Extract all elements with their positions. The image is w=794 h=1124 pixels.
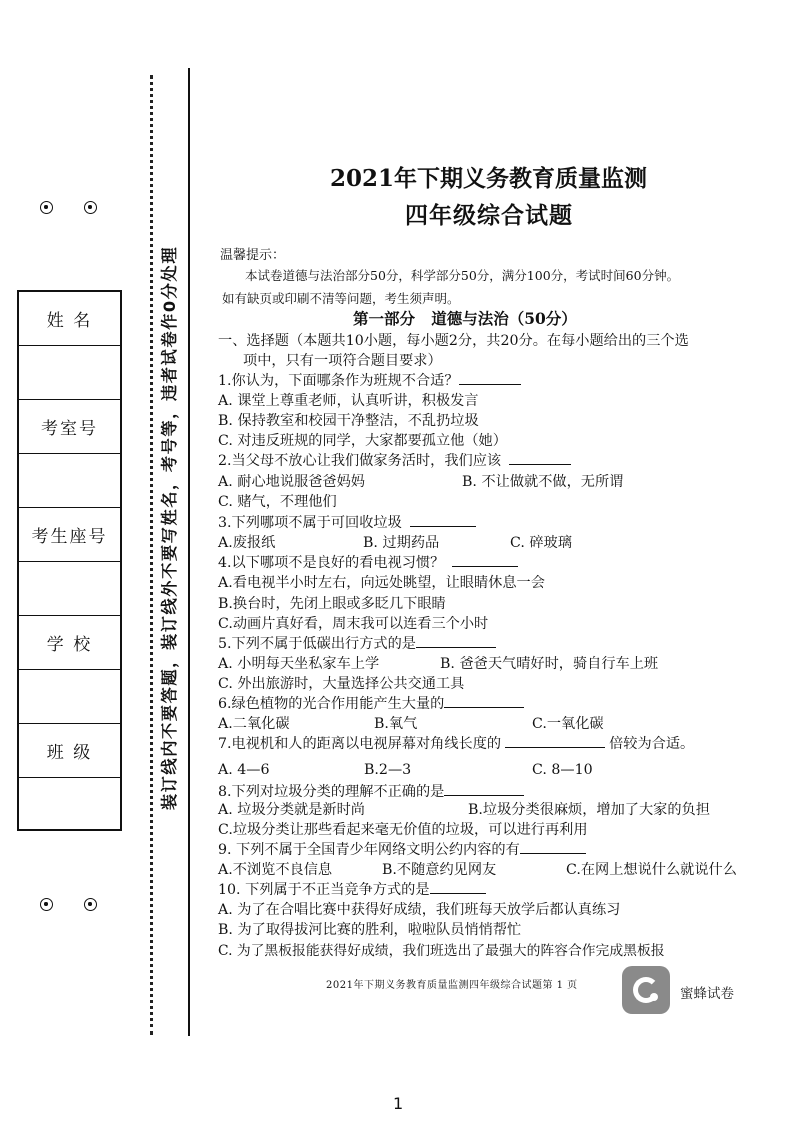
option-a: A. 耐心地说服爸爸妈妈 <box>218 474 365 490</box>
answer-blank[interactable] <box>520 841 586 854</box>
page-number: 1 <box>393 1094 404 1113</box>
student-info-table <box>17 290 122 831</box>
question-stem: 5.下列不属于低碳出行方式的是 <box>218 633 496 653</box>
answer-blank[interactable] <box>430 881 486 894</box>
question-stem: 9. 下列不属于全国青少年网络文明公约内容的有 <box>218 839 586 859</box>
option-b: B.不随意约见网友 <box>382 862 497 878</box>
binding-warning-text: 装订线内不要答题，装订线外不要写姓名，考号等，违者试卷作0分处理 <box>160 245 179 811</box>
question-stem: 8.下列对垃圾分类的理解不正确的是 <box>218 781 524 801</box>
option-c: C.一氧化碳 <box>532 716 604 732</box>
option-c: C. 碎玻璃 <box>510 535 572 551</box>
brand-watermark: 蜜蜂试卷 <box>680 986 734 1002</box>
answer-blank[interactable] <box>452 554 518 567</box>
option-a: A. 垃圾分类就是新时尚 <box>218 802 365 818</box>
school-label: 学 校 <box>19 616 120 670</box>
seat-number-label: 考生座号 <box>19 508 120 562</box>
option-c: C. 8—10 <box>532 762 593 778</box>
school-field[interactable] <box>19 670 120 724</box>
option-a: A. 4—6 <box>218 762 270 778</box>
question-stem: 3.下列哪项不属于可回收垃圾 <box>218 512 476 532</box>
option-b: B.氧气 <box>374 716 418 732</box>
class-label: 班 级 <box>19 724 120 778</box>
answer-blank[interactable] <box>416 635 496 648</box>
class-field[interactable] <box>19 778 120 832</box>
seat-number-field[interactable] <box>19 562 120 616</box>
option-a: A.废报纸 <box>218 535 276 551</box>
option-c: C. 对违反班规的同学，大家都要孤立他（她） <box>218 433 507 449</box>
option-b: B.换台时，先闭上眼或多眨几下眼睛 <box>218 596 446 612</box>
option-c: C.动画片真好看，周末我可以连看三个小时 <box>218 616 489 632</box>
binding-dotted-line <box>150 75 153 1035</box>
option-b: B.2—3 <box>364 762 412 778</box>
option-a: A.不浏览不良信息 <box>218 862 333 878</box>
notice-label: 温馨提示： <box>220 248 286 263</box>
option-c: C. 为了黑板报能获得好成绩，我们班选出了最强大的阵容合作完成黑板报 <box>218 943 665 959</box>
option-a: A.看电视半小时左右，向远处眺望，让眼睛休息一会 <box>218 575 545 591</box>
question-stem: 4.以下哪项不是良好的看电视习惯？ <box>218 552 518 572</box>
option-a: A. 小明每天坐私家车上学 <box>218 656 380 672</box>
answer-blank[interactable] <box>410 514 476 527</box>
question-stem: 7.电视机和人的距离以电视屏幕对角线长度的 倍较为合适。 <box>218 736 695 752</box>
binding-hole-icon <box>40 898 53 911</box>
answer-blank[interactable] <box>459 372 521 385</box>
question-stem: 10. 下列属于不正当竞争方式的是 <box>218 879 486 899</box>
answer-blank[interactable] <box>444 783 524 796</box>
exam-subtitle: 四年级综合试题 <box>405 202 573 229</box>
option-c: C. 赌气，不理他们 <box>218 494 337 510</box>
question-stem: 1.你认为，下面哪条作为班规不合适？ <box>218 370 521 390</box>
exam-title: 2021年下期义务教育质量监测 <box>330 165 648 192</box>
option-b: B.垃圾分类很麻烦，增加了大家的负担 <box>468 802 710 818</box>
section-instruction-cont: 项中，只有一项符合题目要求） <box>243 353 442 369</box>
answer-blank[interactable] <box>505 735 605 748</box>
exam-room-field[interactable] <box>19 454 120 508</box>
option-a: A. 为了在合唱比赛中获得好成绩，我们班每天放学后都认真练习 <box>218 902 621 918</box>
section-instruction: 一、选择题（本题共10小题，每小题2分，共20分。在每小题给出的三个选 <box>218 333 689 349</box>
answer-blank[interactable] <box>509 452 571 465</box>
option-c: C. 外出旅游时，大量选择公共交通工具 <box>218 676 465 692</box>
binding-hole-icon <box>84 898 97 911</box>
binding-hole-icon <box>84 201 97 214</box>
option-a: A. 课堂上尊重老师，认真听讲，积极发言 <box>218 393 479 409</box>
notice-line-1: 本试卷道德与法治部分50分，科学部分50分，满分100分，考试时间60分钟。 <box>245 268 680 283</box>
name-label: 姓 名 <box>19 292 120 346</box>
question-stem: 6.绿色植物的光合作用能产生大量的 <box>218 693 524 713</box>
option-b: B. 不让做就不做，无所谓 <box>462 474 624 490</box>
notice-line-2: 如有缺页或印刷不清等问题，考生须声明。 <box>222 291 460 306</box>
option-b: B. 过期药品 <box>363 535 440 551</box>
option-a: A.二氧化碳 <box>218 716 290 732</box>
option-b: B. 保持教室和校园干净整洁，不乱扔垃圾 <box>218 413 479 429</box>
page-footer: 2021年下期义务教育质量监测四年级综合试题第 1 页 <box>326 980 578 991</box>
binding-solid-line <box>188 68 190 1036</box>
option-c: C.在网上想说什么就说什么 <box>566 862 737 878</box>
exam-room-label: 考室号 <box>19 400 120 454</box>
question-stem: 2.当父母不放心让我们做家务活时，我们应该 <box>218 450 571 470</box>
answer-blank[interactable] <box>444 695 524 708</box>
option-b: B. 爸爸天气晴好时，骑自行车上班 <box>440 656 659 672</box>
option-b: B. 为了取得拔河比赛的胜利，啦啦队员悄悄帮忙 <box>218 922 522 938</box>
section-title: 第一部分 道德与法治（50分） <box>353 309 577 328</box>
name-field[interactable] <box>19 346 120 400</box>
option-c: C.垃圾分类让那些看起来毫无价值的垃圾，可以进行再利用 <box>218 822 588 838</box>
binding-hole-icon <box>40 201 53 214</box>
brand-logo-icon <box>622 966 670 1014</box>
